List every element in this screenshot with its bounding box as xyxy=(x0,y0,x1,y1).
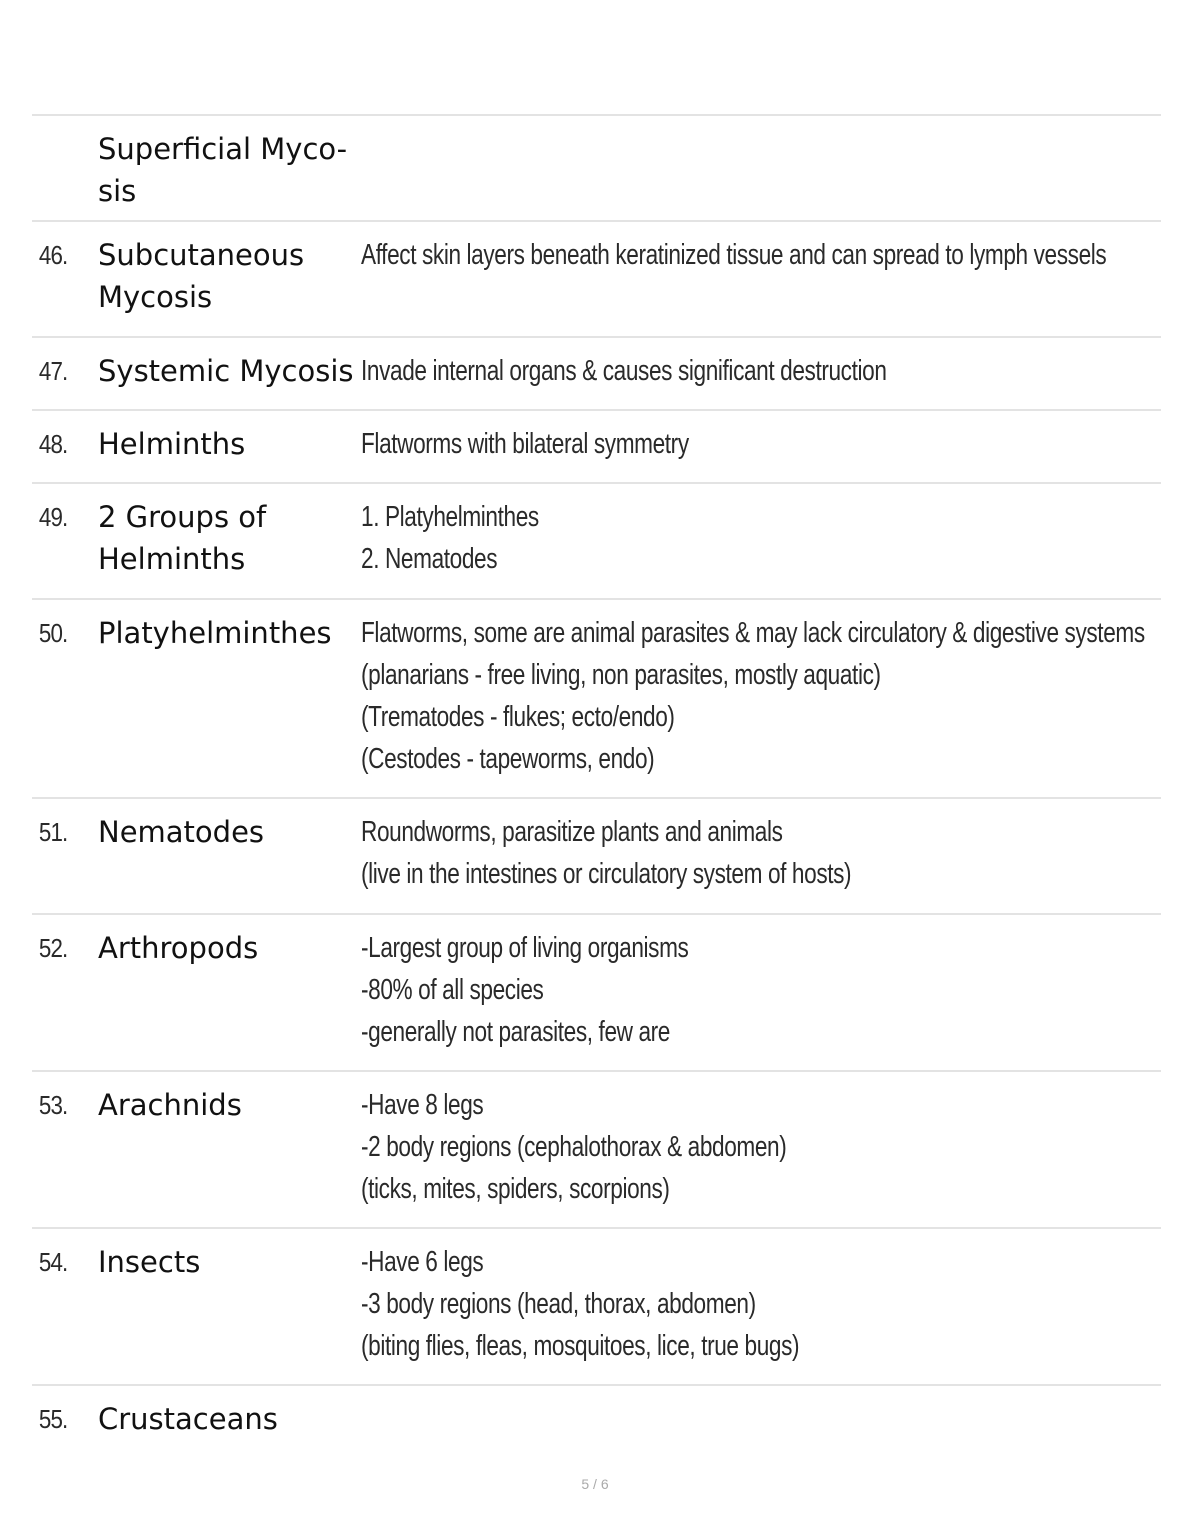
row-number: 50. xyxy=(38,618,68,648)
row-term xyxy=(98,799,361,913)
table-row xyxy=(32,336,1161,409)
table-row xyxy=(32,913,1161,1070)
row-number: 53. xyxy=(38,1090,68,1120)
row-number: 47. xyxy=(38,356,68,386)
term-line: Platyhelminthes xyxy=(98,616,332,650)
term-line: sis xyxy=(98,174,137,208)
row-term xyxy=(98,411,361,482)
definition-line: Invade internal organs & causes significant destruction xyxy=(361,355,887,387)
term-line: Subcutaneous xyxy=(98,238,305,272)
definition-line: Flatworms with bilateral symmetry xyxy=(361,428,689,460)
term-line: Arachnids xyxy=(98,1088,242,1122)
row-definition xyxy=(361,600,1190,797)
row-definition xyxy=(361,1386,1161,1464)
row-term xyxy=(98,116,361,220)
row-definition xyxy=(361,116,1161,220)
definition-line: Flatworms, some are animal parasites & may lack circulatory & digestive systems xyxy=(361,617,1145,649)
row-term xyxy=(98,484,361,598)
term-line: Insects xyxy=(98,1245,201,1279)
definition-line: (planarians - free living, non parasites, mostly aquatic) xyxy=(361,659,881,691)
table-row xyxy=(32,797,1161,913)
definition-line: (biting flies, fleas, mosquitoes, lice, true bugs) xyxy=(361,1330,800,1362)
definition-line: 2. Nematodes xyxy=(361,543,498,575)
definition-line: -3 body regions (head, thorax, abdomen) xyxy=(361,1288,756,1320)
definition-line: -generally not parasites, few are xyxy=(361,1016,671,1048)
row-definition xyxy=(361,338,1161,409)
flashcard-table xyxy=(32,114,1161,1464)
row-number: 52. xyxy=(38,933,68,963)
term-line: Helminths xyxy=(98,427,246,461)
table-row xyxy=(32,1384,1161,1464)
page-indicator: 5 / 6 xyxy=(581,1476,609,1492)
row-number: 55. xyxy=(38,1404,68,1434)
row-term xyxy=(98,600,361,797)
term-line: 2 Groups of xyxy=(98,500,267,534)
row-number: 48. xyxy=(38,429,68,459)
definition-line: (Cestodes - tapeworms, endo) xyxy=(361,743,655,775)
row-number: 46. xyxy=(38,240,68,270)
row-definition xyxy=(361,411,1161,482)
table-row xyxy=(32,598,1161,797)
row-term xyxy=(98,222,361,336)
definition-line: Affect skin layers beneath keratinized tissue and can spread to lymph vessels xyxy=(361,239,1107,271)
definition-line: -Have 8 legs xyxy=(361,1089,484,1121)
term-line: Systemic Mycosis xyxy=(98,354,354,388)
definition-line: (live in the intestines or circulatory system of hosts) xyxy=(361,858,852,890)
row-number: 54. xyxy=(38,1247,68,1277)
definition-line: -Have 6 legs xyxy=(361,1246,484,1278)
table-row xyxy=(32,220,1161,336)
row-term xyxy=(98,338,361,409)
term-line: Superficial Myco- xyxy=(98,132,348,166)
row-term xyxy=(98,915,361,1070)
term-line: Nematodes xyxy=(98,815,265,849)
definition-line: Roundworms, parasitize plants and animals xyxy=(361,816,783,848)
row-definition xyxy=(361,222,1190,336)
term-line: Arthropods xyxy=(98,931,259,965)
row-definition xyxy=(361,1229,1161,1384)
definition-line: (ticks, mites, spiders, scorpions) xyxy=(361,1173,670,1205)
definition-line: 1. Platyhelminthes xyxy=(361,501,539,533)
table-row xyxy=(32,1070,1161,1227)
term-line: Helminths xyxy=(98,542,246,576)
row-term xyxy=(98,1229,361,1384)
definition-line: -2 body regions (cephalothorax & abdomen) xyxy=(361,1131,787,1163)
term-line: Mycosis xyxy=(98,280,213,314)
table-row xyxy=(32,114,1161,220)
row-definition xyxy=(361,799,1161,913)
definition-line: (Trematodes - flukes; ecto/endo) xyxy=(361,701,675,733)
row-definition xyxy=(361,1072,1161,1227)
term-line: Crustaceans xyxy=(98,1402,278,1436)
row-term xyxy=(98,1386,361,1464)
definition-line: -80% of all species xyxy=(361,974,544,1006)
row-number xyxy=(32,116,89,220)
row-definition xyxy=(361,915,1161,1070)
table-row xyxy=(32,409,1161,482)
definition-line: -Largest group of living organisms xyxy=(361,932,689,964)
table-row xyxy=(32,482,1161,598)
row-number: 49. xyxy=(38,502,68,532)
row-definition xyxy=(361,484,1161,598)
table-row xyxy=(32,1227,1161,1384)
row-number: 51. xyxy=(38,817,68,847)
row-term xyxy=(98,1072,361,1227)
